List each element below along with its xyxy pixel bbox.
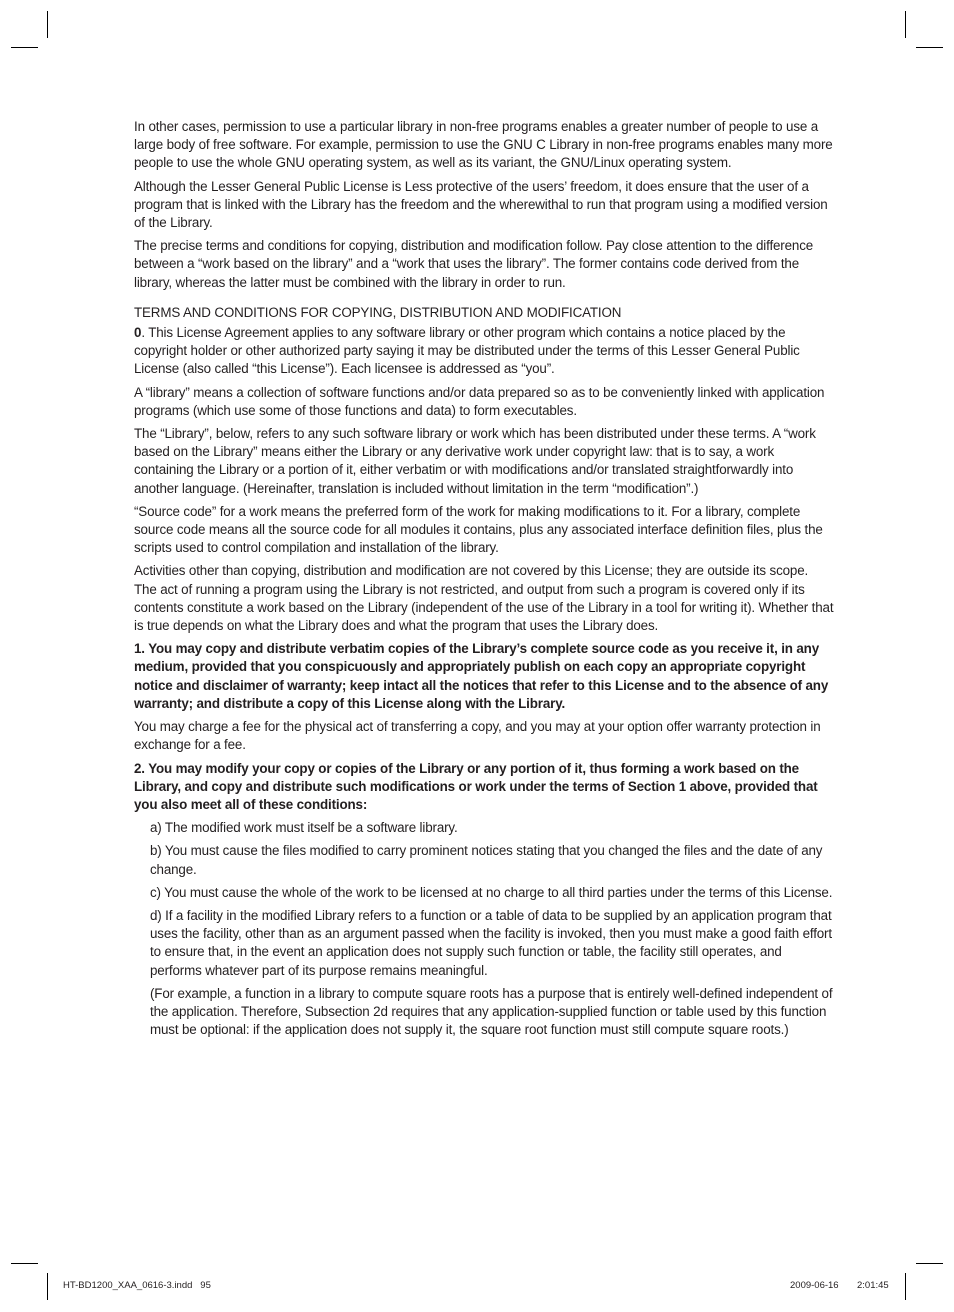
crop-mark-bottom-left-horizontal xyxy=(11,1263,38,1264)
crop-mark-top-left-horizontal xyxy=(11,47,38,48)
crop-mark-bottom-right-vertical xyxy=(905,1273,906,1300)
condition-item: (For example, a function in a library to compute square roots has a purpose that is entirely well-defined independent of the application. Therefore, Subsection 2d requires that any application-supplied function or table used by this function must be optional: if the application does not supply it, the square root function must still compute square roots.) xyxy=(150,985,833,1038)
condition-item: c) You must cause the whole of the work to be licensed at no charge to all third parties under the terms of this License. xyxy=(150,884,833,900)
crop-mark-top-right-vertical xyxy=(905,11,906,38)
intro-paragraph: Although the Lesser General Public License is Less protective of the users’ freedom, it does ensure that the user of a program that is linked with the Library has the freedom and the wherewithal to run that program using a modified version of the Library. xyxy=(134,178,828,231)
definition-paragraph: A “library” means a collection of software functions and/or data prepared so as to be conveniently linked with application programs (which use some of those functions and data) to form executables. xyxy=(134,384,825,418)
section-2-paragraph: 2. You may modify your copy or copies of the Library or any portion of it, thus forming a work based on the Library, and copy and distribute such modifications or work under the terms of Section 1 above, provided that you also meet all of these conditions: xyxy=(134,760,818,812)
footer-file-name: HT-BD1200_XAA_0616-3.indd 95 xyxy=(63,1280,211,1291)
crop-mark-bottom-right-horizontal xyxy=(916,1263,943,1264)
condition-item: b) You must cause the files modified to carry prominent notices stating that you changed the files and the date of any change. xyxy=(150,843,823,877)
section-1-fee-paragraph: You may charge a fee for the physical act of transferring a copy, and you may at your option offer warranty protection in exchange for a fee. xyxy=(134,719,821,753)
footer-date: 2009-06-16 xyxy=(790,1280,839,1291)
license-text-body xyxy=(134,118,834,1044)
terms-heading: TERMS AND CONDITIONS FOR COPYING, DISTRIBUTION AND MODIFICATION xyxy=(134,304,622,320)
crop-mark-bottom-left-vertical xyxy=(47,1273,48,1300)
condition-item: a) The modified work must itself be a software library. xyxy=(150,820,458,836)
definition-paragraph: Activities other than copying, distribution and modification are not covered by this License; they are outside its scope. The act of running a program using the Library is not restricted, and output from such a program is covered only if its contents constitute a work based on the Library (independent of the use of the Library in a tool for writing it). Whether that is true depends on what the Library does and what the program that uses the Library does. xyxy=(134,563,834,634)
section-0-text: . This License Agreement applies to any software library or other program which contains a notice placed by the copyright holder or other authorized party saying it may be distributed under the terms of this Lesser General Public License (also called “this License”). Each licensee is addressed as “you”. xyxy=(134,325,800,377)
section-0-number: 0 xyxy=(134,325,142,341)
crop-mark-top-left-vertical xyxy=(47,11,48,38)
intro-paragraph: The precise terms and conditions for copying, distribution and modification follow. Pay close attention to the difference between a “work based on the library” and a “work that uses the library”. The former contains code derived from the library, whereas the latter must be combined with the library in order to run. xyxy=(134,238,814,290)
section-1-paragraph: 1. You may copy and distribute verbatim copies of the Library’s complete source code as you receive it, in any medium, provided that you conspicuously and appropriately publish on each copy an appropriate copyright notice and disclaimer of warranty; keep intact all the notices that refer to this License and to the absence of any warranty; and distribute a copy of this License along with the Library. xyxy=(134,641,829,711)
section-0-paragraph xyxy=(134,324,834,379)
definition-paragraph: The “Library”, below, refers to any such software library or work which has been distributed under these terms. A “work based on the Library” means either the Library or any derivative work under copyright law: that is to say, a work containing the Library or a portion of it, either verbatim or with modifications and/or translated straightforwardly into another language. (Hereinafter, translation is included without limitation in the term “modification”.) xyxy=(134,426,816,496)
footer-time: 2:01:45 xyxy=(857,1280,889,1291)
definition-paragraph: “Source code” for a work means the preferred form of the work for making modifications to it. For a library, complete source code means all the source code for all modules it contains, plus any associated interface definition files, plus the scripts used to control compilation and installation of the library. xyxy=(134,503,823,556)
intro-paragraph: In other cases, permission to use a particular library in non-free programs enables a greater number of people to use a large body of free software. For example, permission to use the GNU C Library in non-free programs enables many more people to use the whole GNU operating system, as well as its variant, the GNU/Linux operating system. xyxy=(134,119,833,171)
condition-item: d) If a facility in the modified Library refers to a function or a table of data to be supplied by an application program that uses the facility, other than as an argument passed when the facility is invoked, then you must make a good faith effort to ensure that, in the event an application does not supply such function or table, the facility still operates, and performs whatever part of its purpose remains meaningful. xyxy=(150,907,832,978)
crop-mark-top-right-horizontal xyxy=(916,47,943,48)
